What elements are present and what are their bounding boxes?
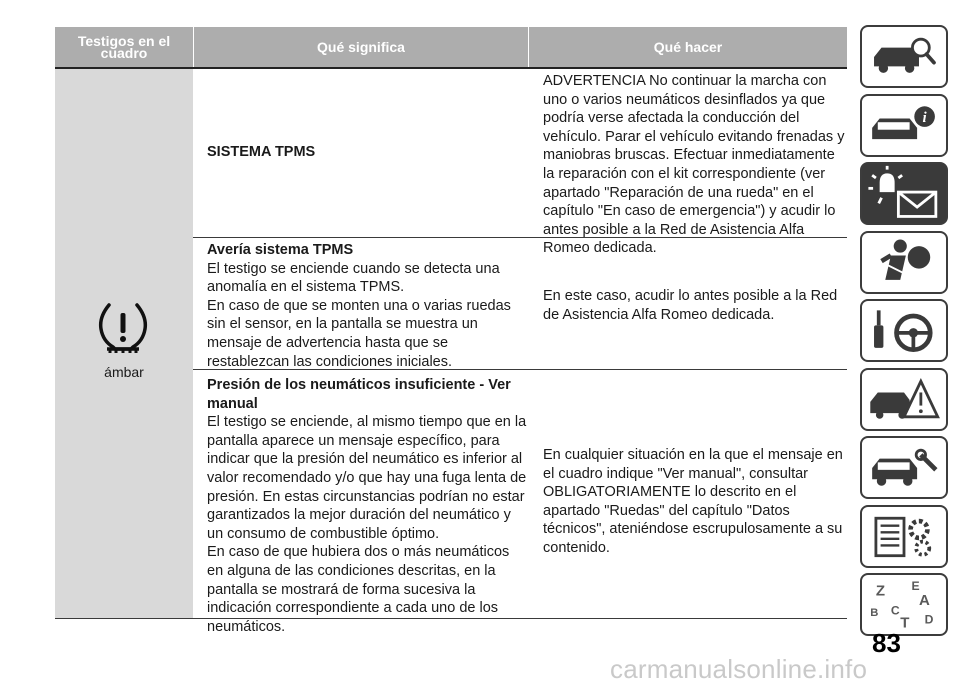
index-letter: E: [911, 578, 920, 593]
svg-text:i: i: [922, 110, 927, 127]
sidebar-tab-maintenance[interactable]: [860, 436, 948, 499]
header-indicator: Testigos en el cuadro: [55, 27, 193, 67]
row3-meaning-title: Presión de los neumáticos insuficiente - Ver manual: [207, 377, 511, 412]
row1-meaning-title: SISTEMA TPMS: [207, 144, 316, 160]
index-letter: A: [918, 591, 930, 609]
row2-meaning-title: Avería sistema TPMS: [207, 242, 354, 258]
index-letter: Z: [875, 582, 886, 600]
row3-meaning-text: El testigo se enciende, al mismo tiempo que en la pantalla aparece un mensaje específico, para indicar que la presión del neumático es inferior al valor recomendado y/o que hay una fuga lenta de presión. En estas circunstancias podrían no estar garantizados la mejor duración del neumático y un consumo de combustible óptimo. En caso de que hubiera dos o más neumáticos en alguna de las condiciones descritas, en la pantalla se mostrará de forma sucesiva la indicación correspondiente a cada uno de los neumáticos.: [207, 414, 527, 635]
alphabetical-index-icon: [862, 575, 946, 634]
sidebar-tab-info[interactable]: [860, 94, 948, 157]
car-breakdown-icon: [862, 370, 946, 429]
row2-meaning-text: El testigo se enciende cuando se detecta una anomalía en el sistema TPMS. En caso de que se monten una o varias ruedas sin el sensor, en la pantalla se muestra un mensaje de advertencia hasta que se restablezcan las condiciones iniciales.: [207, 260, 511, 370]
index-letter: B: [870, 607, 879, 620]
sidebar-tab-index[interactable]: [860, 573, 948, 636]
sidebar-tab-safety[interactable]: [860, 231, 948, 294]
indicator-color-label: ámbar: [104, 364, 144, 380]
sidebar-tab-technical-data[interactable]: [860, 505, 948, 568]
sidebar-tab-warning-lights[interactable]: [860, 162, 948, 225]
index-letter: T: [900, 614, 910, 632]
car-search-icon: [862, 27, 946, 86]
tire-pressure-warning-icon: [95, 299, 151, 355]
sidebar-tab-starting[interactable]: [860, 299, 948, 362]
index-letter: C: [890, 603, 900, 618]
header-action: Qué hacer: [529, 27, 847, 67]
header-divider: [55, 67, 847, 69]
key-steering-wheel-icon: [862, 301, 946, 360]
sidebar-tab-vehicle[interactable]: [860, 25, 948, 88]
row3-meaning: [207, 376, 527, 636]
row2-action: En este caso, acudir lo antes posible a la Red de Asistencia Alfa Romeo dedicada.: [543, 288, 838, 323]
sidebar-tab-emergency[interactable]: [860, 368, 948, 431]
warning-lights-message-icon: [862, 164, 946, 223]
page-number: 83: [872, 628, 901, 658]
watermark: carmanualsonline.info: [610, 654, 868, 684]
index-letter: D: [924, 612, 934, 627]
row1-meaning: [207, 143, 527, 162]
row1-action: ADVERTENCIA No continuar la marcha con uno o varios neumáticos desinflados ya que podría verse afectada la conducción del vehículo. Parar el vehículo evitando frenadas y maniobras bruscas. Efectuar inmediatamente la reparación con el kit correspondiente (ver apartado "Reparación de una rueda" en el capítulo "En caso de emergencia") y acudir lo antes posible a la Red de Asistencia Alfa Romeo dedicada.: [543, 73, 845, 257]
car-maintenance-icon: [862, 438, 946, 497]
car-info-icon: [862, 96, 946, 155]
airbag-passenger-icon: [862, 233, 946, 292]
technical-data-icon: [862, 507, 946, 566]
header-meaning: Qué significa: [194, 27, 528, 67]
row2-meaning: [207, 241, 527, 371]
row3-action: En cualquier situación en la que el mensaje en el cuadro indique "Ver manual", consultar OBLIGATORIAMENTE lo descrito en el apartado "Ruedas" del capítulo "Datos técnicos", ateniéndose escrupulosamente a su contenido.: [543, 447, 843, 556]
